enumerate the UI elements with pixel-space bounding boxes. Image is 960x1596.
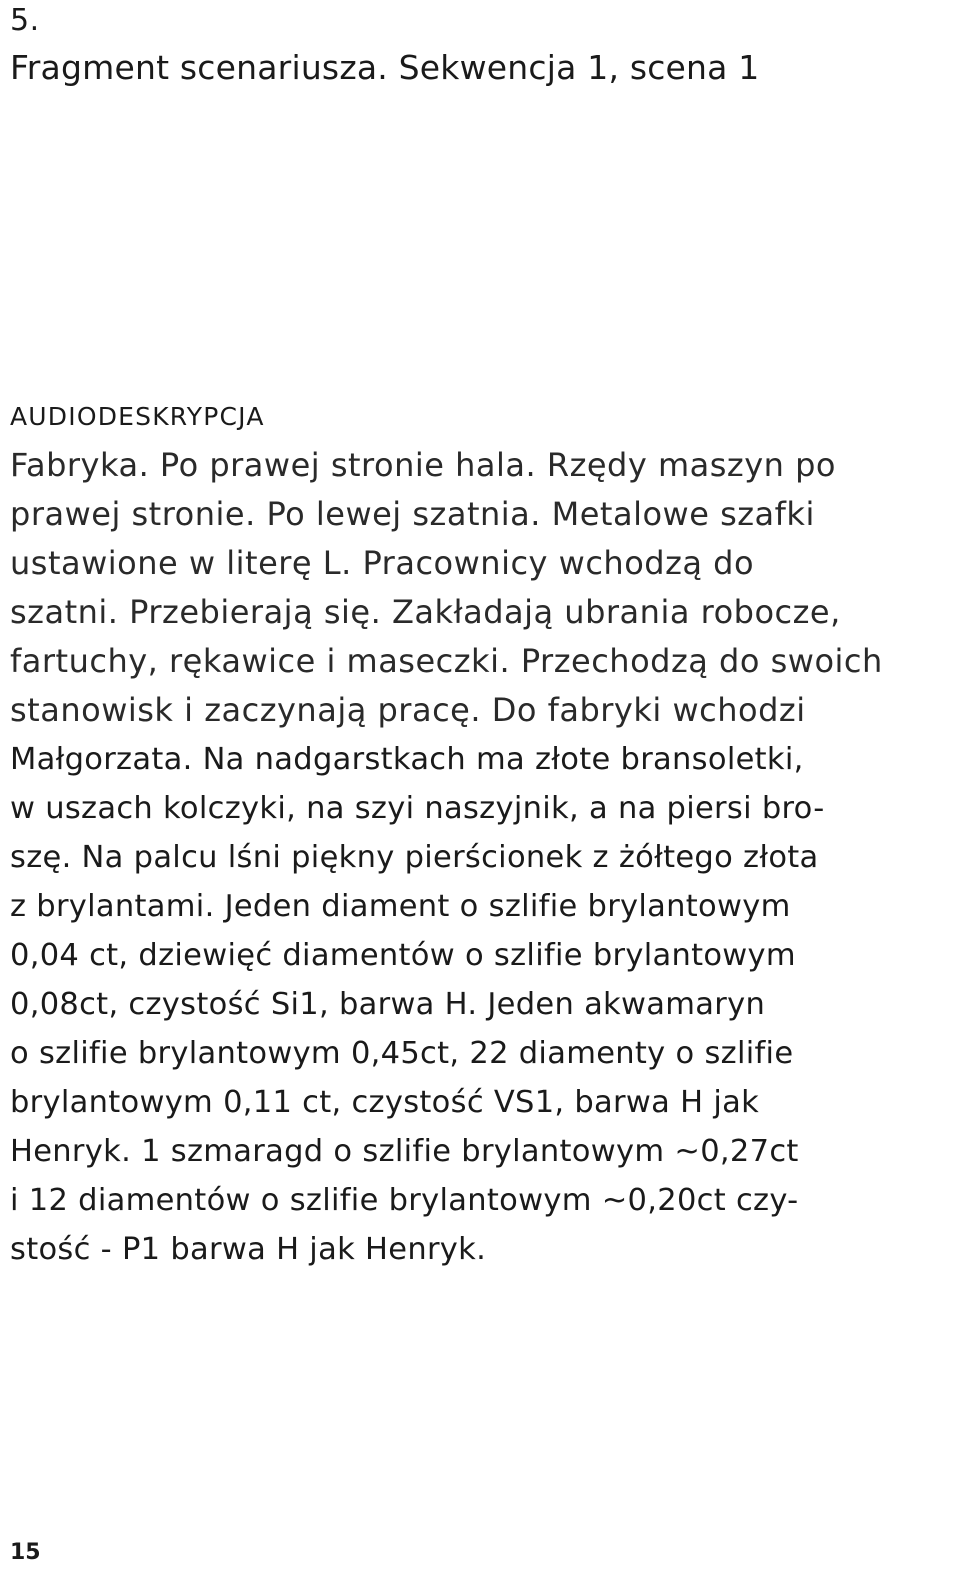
- page-number: 15: [10, 1540, 41, 1565]
- section-header: [10, 4, 950, 88]
- audio-description-label: AUDIODESKRYPCJA: [10, 402, 265, 431]
- section-title: Fragment scenariusza. Sekwencja 1, scena 1: [10, 48, 760, 87]
- audio-description-paragraph-part1: Fabryka. Po prawej stronie hala. Rzędy maszyn po prawej stronie. Po lewej szatnia. Metalowe szafki ustawione w literę L. Pracownicy wchodzą do szatni. Przebierają się. Zakładają ubrania robocze, fartuchy, rękawice i maseczki. Przechodzą do swoich stanowisk i zaczynają pracę. Do fabryki wchodzi: [10, 446, 883, 729]
- audio-description-paragraph-part2: Małgorzata. Na nadgarstkach ma złote bransoletki, w uszach kolczyki, na szyi naszyjnik, a na piersi bro- szę. Na palcu lśni piękny pierścionek z żółtego złota z brylantami. Jeden diament o szlifie brylantowym 0,04 ct, dziewięć diamentów o szlifie brylantowym 0,08ct, czystość Si1, barwa H. Jeden akwamaryn o szlifie brylantowym 0,45ct, 22 diamenty o szlifie brylantowym 0,11 ct, czystość VS1, barwa H jak Henryk. 1 szmaragd o szlifie brylantowym ~0,27ct i 12 diamentów o szlifie brylantowym ~0,20ct czy- stość - P1 barwa H jak Henryk.: [10, 742, 825, 1267]
- section-number: 5.: [10, 3, 40, 38]
